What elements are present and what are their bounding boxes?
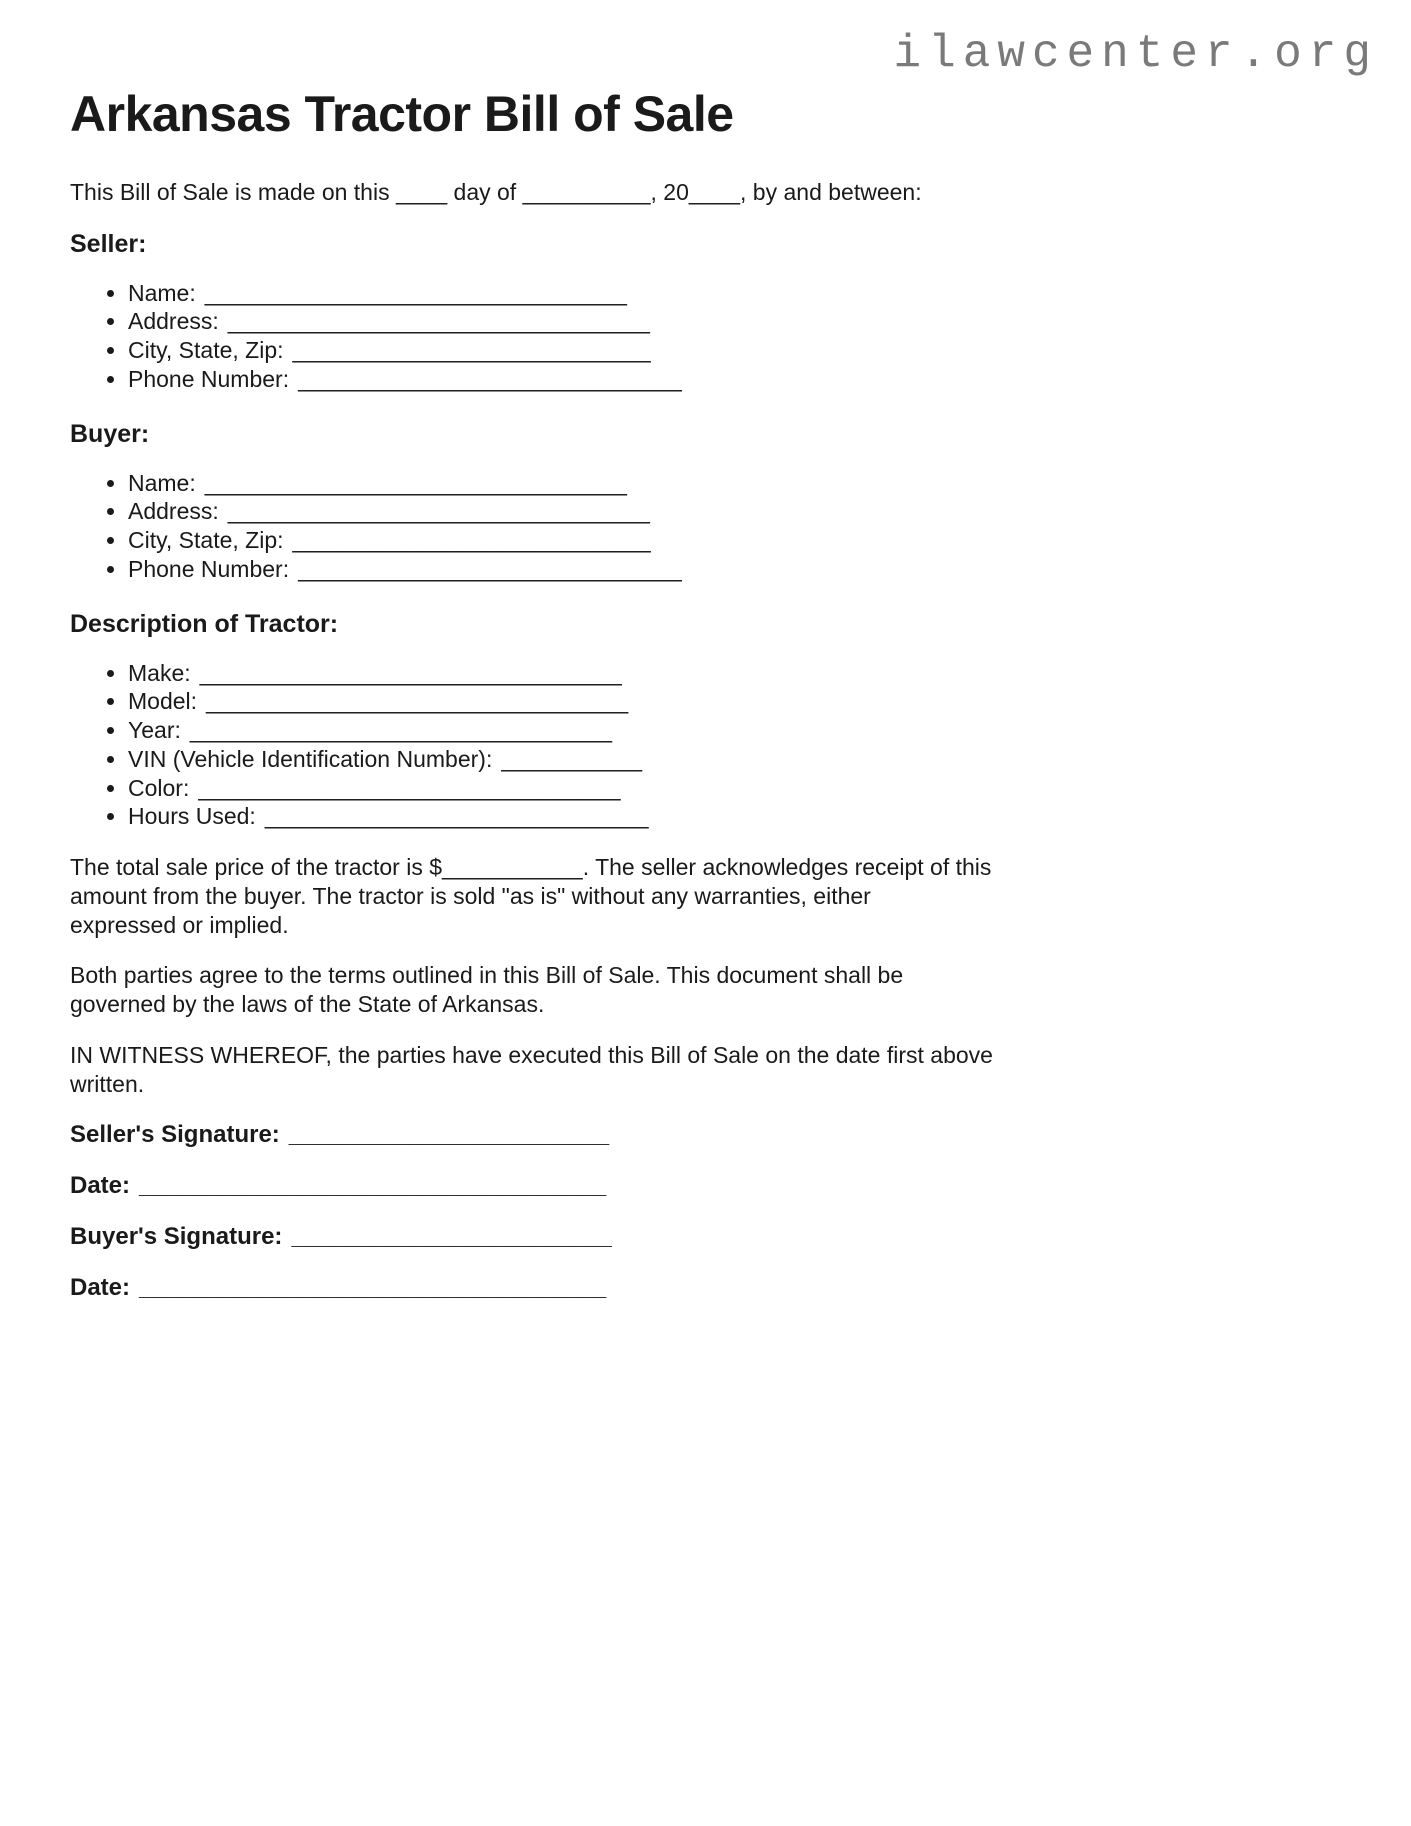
intro-sentence: This Bill of Sale is made on this ____ day of __________, 20____, by and between: <box>70 178 922 205</box>
list-item <box>128 802 1378 831</box>
witness-paragraph <box>70 1041 1378 1099</box>
paragraph-line: The total sale price of the tractor is $___________. The seller acknowledges receipt of this <box>70 854 992 881</box>
tractor-description-heading: Description of Tractor: <box>70 609 339 638</box>
field-label: Color: <box>128 774 190 801</box>
page-title: Arkansas Tractor Bill of Sale <box>70 85 734 142</box>
field-label: Address: <box>128 308 219 335</box>
list-item <box>128 497 1378 526</box>
list-item <box>128 659 1378 688</box>
field-blank: ______________________________ <box>298 365 682 392</box>
seller-date-row <box>70 1171 1378 1201</box>
buyers-signature-blank: ________________________ <box>291 1223 612 1251</box>
field-label: VIN (Vehicle Identification Number): <box>128 745 493 772</box>
buyer-date-label: Date: <box>70 1274 131 1302</box>
field-blank: ____________________________ <box>292 337 651 364</box>
seller-date-label: Date: <box>70 1172 131 1200</box>
field-blank: _________________________________ <box>189 717 612 744</box>
paragraph-line: IN WITNESS WHEREOF, the parties have executed this Bill of Sale on the date first above <box>70 1041 993 1068</box>
field-blank: ______________________________ <box>264 803 649 830</box>
field-blank: _________________________________ <box>204 279 627 306</box>
list-item <box>128 336 1378 365</box>
list-item <box>128 526 1378 555</box>
list-item <box>128 365 1378 394</box>
list-item <box>128 469 1378 498</box>
sellers-signature-label: Seller's Signature: <box>70 1121 280 1149</box>
seller-fields-list <box>70 279 1378 394</box>
buyer-date-blank: ___________________________________ <box>139 1274 607 1302</box>
watermark-text: ilawcenter.org <box>893 28 1378 80</box>
field-blank: ______________________________ <box>298 555 682 582</box>
field-label: Make: <box>128 659 191 686</box>
field-blank: _________________________________ <box>206 688 629 715</box>
list-item <box>128 555 1378 584</box>
buyer-fields-list <box>70 469 1378 584</box>
buyers-signature-row <box>70 1222 1378 1252</box>
field-blank: _________________________________ <box>198 774 621 801</box>
agreement-paragraph <box>70 961 1378 1019</box>
sale-price-paragraph <box>70 853 1378 939</box>
tractor-fields-list <box>70 659 1378 832</box>
list-item <box>128 716 1378 745</box>
field-label: Year: <box>128 717 181 744</box>
field-label: City, State, Zip: <box>128 527 284 554</box>
field-label: Phone Number: <box>128 365 290 392</box>
field-label: Address: <box>128 498 219 525</box>
paragraph-line: expressed or implied. <box>70 911 289 938</box>
list-item <box>128 687 1378 716</box>
field-blank: _________________________________ <box>227 498 650 525</box>
paragraph-line: amount from the buyer. The tractor is sold "as is" without any warranties, either <box>70 882 871 909</box>
sellers-signature-blank: ________________________ <box>288 1121 610 1149</box>
seller-date-blank: ___________________________________ <box>139 1172 607 1200</box>
list-item <box>128 774 1378 803</box>
seller-heading: Seller: <box>70 229 147 258</box>
field-blank: _________________________________ <box>199 659 622 686</box>
list-item <box>128 279 1378 308</box>
field-blank: ____________________________ <box>292 527 651 554</box>
list-item <box>128 745 1378 774</box>
buyer-date-row <box>70 1273 1378 1303</box>
list-item <box>128 307 1378 336</box>
field-label: City, State, Zip: <box>128 337 284 364</box>
sellers-signature-row <box>70 1120 1378 1150</box>
field-label: Name: <box>128 279 196 306</box>
field-label: Name: <box>128 469 196 496</box>
buyers-signature-label: Buyer's Signature: <box>70 1223 283 1251</box>
field-blank: _________________________________ <box>227 308 650 335</box>
field-blank: ___________ <box>501 745 643 772</box>
field-label: Hours Used: <box>128 803 256 830</box>
buyer-heading: Buyer: <box>70 419 150 448</box>
paragraph-line: governed by the laws of the State of Arkansas. <box>70 991 545 1018</box>
paragraph-line: Both parties agree to the terms outlined in this Bill of Sale. This document shall be <box>70 962 904 989</box>
paragraph-line: written. <box>70 1070 145 1097</box>
field-label: Model: <box>128 688 198 715</box>
field-label: Phone Number: <box>128 555 290 582</box>
field-blank: _________________________________ <box>204 469 627 496</box>
